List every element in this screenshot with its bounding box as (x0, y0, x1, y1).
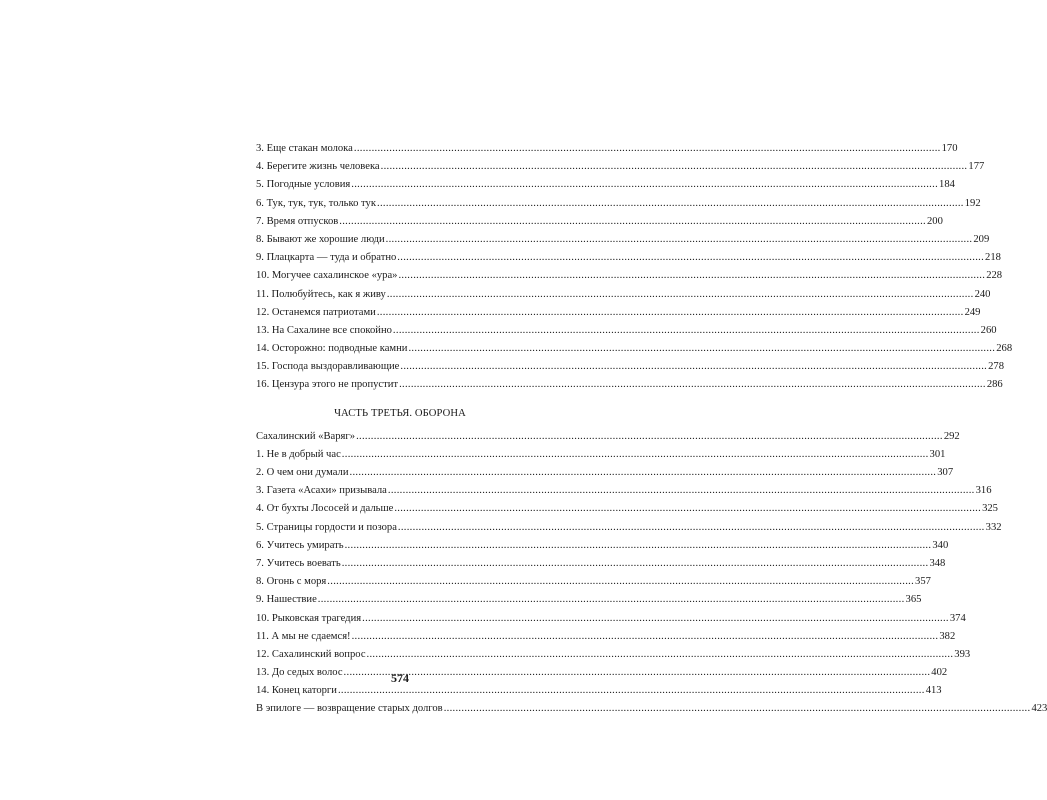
toc-entry-page: 192 (964, 197, 981, 209)
toc-entry-title: 9. Нашествие (256, 594, 317, 606)
dot-leader (345, 537, 932, 555)
dot-leader (444, 700, 1031, 718)
toc-entry-page: 184 (939, 179, 955, 191)
table-of-contents (256, 140, 1047, 719)
toc-entry (256, 322, 997, 340)
dot-leader (400, 358, 987, 376)
toc-entry-page: 316 (975, 485, 992, 497)
toc-entry (256, 500, 998, 518)
toc-entry (256, 231, 990, 249)
toc-entry (256, 158, 985, 176)
dot-leader (356, 428, 943, 446)
dot-leader (377, 304, 964, 322)
toc-entry-page: 292 (943, 430, 960, 442)
toc-entry (256, 700, 1047, 718)
toc-entry-page: 260 (980, 324, 997, 336)
dot-leader (393, 322, 980, 340)
toc-entry-title: 14. Осторожно: подводные камни (256, 343, 408, 355)
toc-entry-page: 218 (985, 252, 1001, 264)
toc-entry-page: 382 (939, 630, 956, 642)
toc-entry-title: 5. Страницы гордости и позора (256, 521, 397, 533)
toc-entry (256, 267, 1003, 285)
toc-entry-page: 228 (986, 270, 1003, 282)
toc-entry (256, 358, 1005, 376)
toc-entry-title: 4. От бухты Лососей и дальше (256, 503, 394, 515)
toc-entry (256, 482, 992, 500)
toc-entry-page: 374 (949, 612, 966, 624)
toc-entry-page: 301 (929, 448, 946, 460)
dot-leader (387, 286, 974, 304)
dot-leader (398, 267, 985, 285)
toc-entry-page: 348 (929, 557, 946, 569)
dot-leader (342, 446, 929, 464)
dot-leader (354, 140, 941, 158)
dot-leader (388, 482, 975, 500)
toc-entry (256, 304, 981, 322)
toc-part2-list (256, 140, 1013, 395)
toc-entry-title: 14. Конец каторги (256, 685, 337, 697)
dot-leader (386, 231, 973, 249)
toc-entry-page: 209 (973, 233, 990, 245)
toc-entry-title: 7. Учитесь воевать (256, 557, 341, 569)
toc-entry (256, 573, 931, 591)
toc-entry-page: 170 (941, 143, 958, 154)
toc-entry-page: 413 (925, 685, 942, 697)
dot-leader (367, 646, 954, 664)
dot-leader (350, 464, 937, 482)
toc-entry-page: 278 (988, 361, 1005, 373)
dot-leader (318, 591, 905, 609)
toc-entry-title: 4. Берегите жизнь человека (256, 161, 380, 173)
dot-leader (352, 628, 939, 646)
dot-leader (342, 555, 929, 573)
toc-entry-page: 365 (905, 594, 922, 606)
toc-entry-title: 10. Рыковская трагедия (256, 612, 362, 624)
toc-entry (256, 428, 960, 446)
toc-entry (256, 555, 946, 573)
toc-entry-page: 332 (985, 521, 1002, 533)
toc-entry-page: 402 (931, 667, 948, 679)
toc-entry-title: 2. О чем они думали (256, 467, 349, 478)
toc-entry-title: 13. На Сахалине все спокойно (256, 324, 392, 336)
toc-entry-page: 177 (968, 161, 985, 173)
dot-leader (377, 195, 964, 213)
toc-entry-page: 240 (974, 288, 991, 300)
toc-entry-page: 340 (932, 539, 949, 551)
toc-entry-title: 16. Цензура этого не пропустит (256, 379, 399, 391)
dot-leader (327, 573, 914, 591)
toc-entry-title: 11. Полюбуйтесь, как я живу (256, 288, 386, 300)
toc-entry-title: 6. Тук, тук, тук, только тук (256, 197, 376, 209)
dot-leader (339, 213, 926, 231)
dot-leader (381, 158, 968, 176)
dot-leader (408, 340, 995, 358)
toc-entry-page: 357 (915, 576, 931, 588)
toc-entry (256, 446, 946, 464)
toc-entry-title: 8. Огонь с моря (256, 576, 327, 588)
toc-entry-title: 11. А мы не сдаемся! (256, 630, 351, 642)
toc-entry (256, 340, 1013, 358)
part-heading: ЧАСТЬ ТРЕТЬЯ. ОБОРОНА (334, 407, 466, 419)
toc-entry (256, 519, 1002, 537)
toc-entry-title: 10. Могучее сахалинское «ура» (256, 270, 398, 282)
toc-entry (256, 213, 943, 231)
toc-entry (256, 464, 954, 482)
toc-entry-title: 8. Бывают же хорошие люди (256, 233, 385, 245)
toc-entry-title: 12. Сахалинский вопрос (256, 648, 366, 660)
toc-entry-title: 1. Не в добрый час (256, 448, 341, 460)
dot-leader (398, 519, 985, 537)
dot-leader (394, 500, 981, 518)
dot-leader (397, 249, 984, 267)
toc-entry-title: 3. Газета «Асахи» призывала (256, 485, 387, 497)
toc-entry (256, 537, 949, 555)
toc-entry-title: 12. Останемся патриотами (256, 306, 376, 318)
page-number: 574 (391, 671, 409, 685)
toc-entry (256, 376, 1003, 394)
toc-entry-title: 9. Плацкарта — туда и обратно (256, 252, 397, 264)
toc-entry-title: 7. Время отпусков (256, 215, 339, 227)
toc-entry (256, 610, 966, 628)
toc-entry (256, 591, 922, 609)
toc-entry-page: 307 (937, 467, 954, 478)
toc-entry (256, 646, 971, 664)
toc-entry (256, 286, 991, 304)
dot-leader (399, 376, 986, 394)
toc-entry-title: В эпилоге — возвращение старых долгов (256, 703, 443, 715)
dot-leader (362, 610, 949, 628)
toc-entry (256, 140, 958, 158)
toc-entry-title: Сахалинский «Варяг» (256, 430, 356, 442)
toc-entry-title: 6. Учитесь умирать (256, 539, 344, 551)
toc-entry (256, 249, 1001, 267)
toc-entry-page: 200 (927, 215, 943, 227)
toc-entry (256, 176, 955, 194)
toc-entry (256, 628, 956, 646)
toc-entry-title: 15. Господа выздоравливающие (256, 361, 400, 373)
toc-entry-title: 5. Погодные условия (256, 179, 351, 191)
toc-entry-page: 423 (1031, 703, 1047, 715)
toc-entry (256, 195, 981, 213)
toc-entry-page: 325 (982, 503, 998, 515)
toc-entry-page: 249 (964, 306, 981, 318)
toc-entry-page: 393 (954, 648, 971, 660)
toc-entry-page: 268 (996, 343, 1013, 355)
toc-entry-title: 3. Еще стакан молока (256, 143, 353, 154)
toc-entry-page: 286 (986, 379, 1003, 391)
toc-entry-title: 13. До седых волос (256, 667, 343, 679)
dot-leader (351, 176, 938, 194)
